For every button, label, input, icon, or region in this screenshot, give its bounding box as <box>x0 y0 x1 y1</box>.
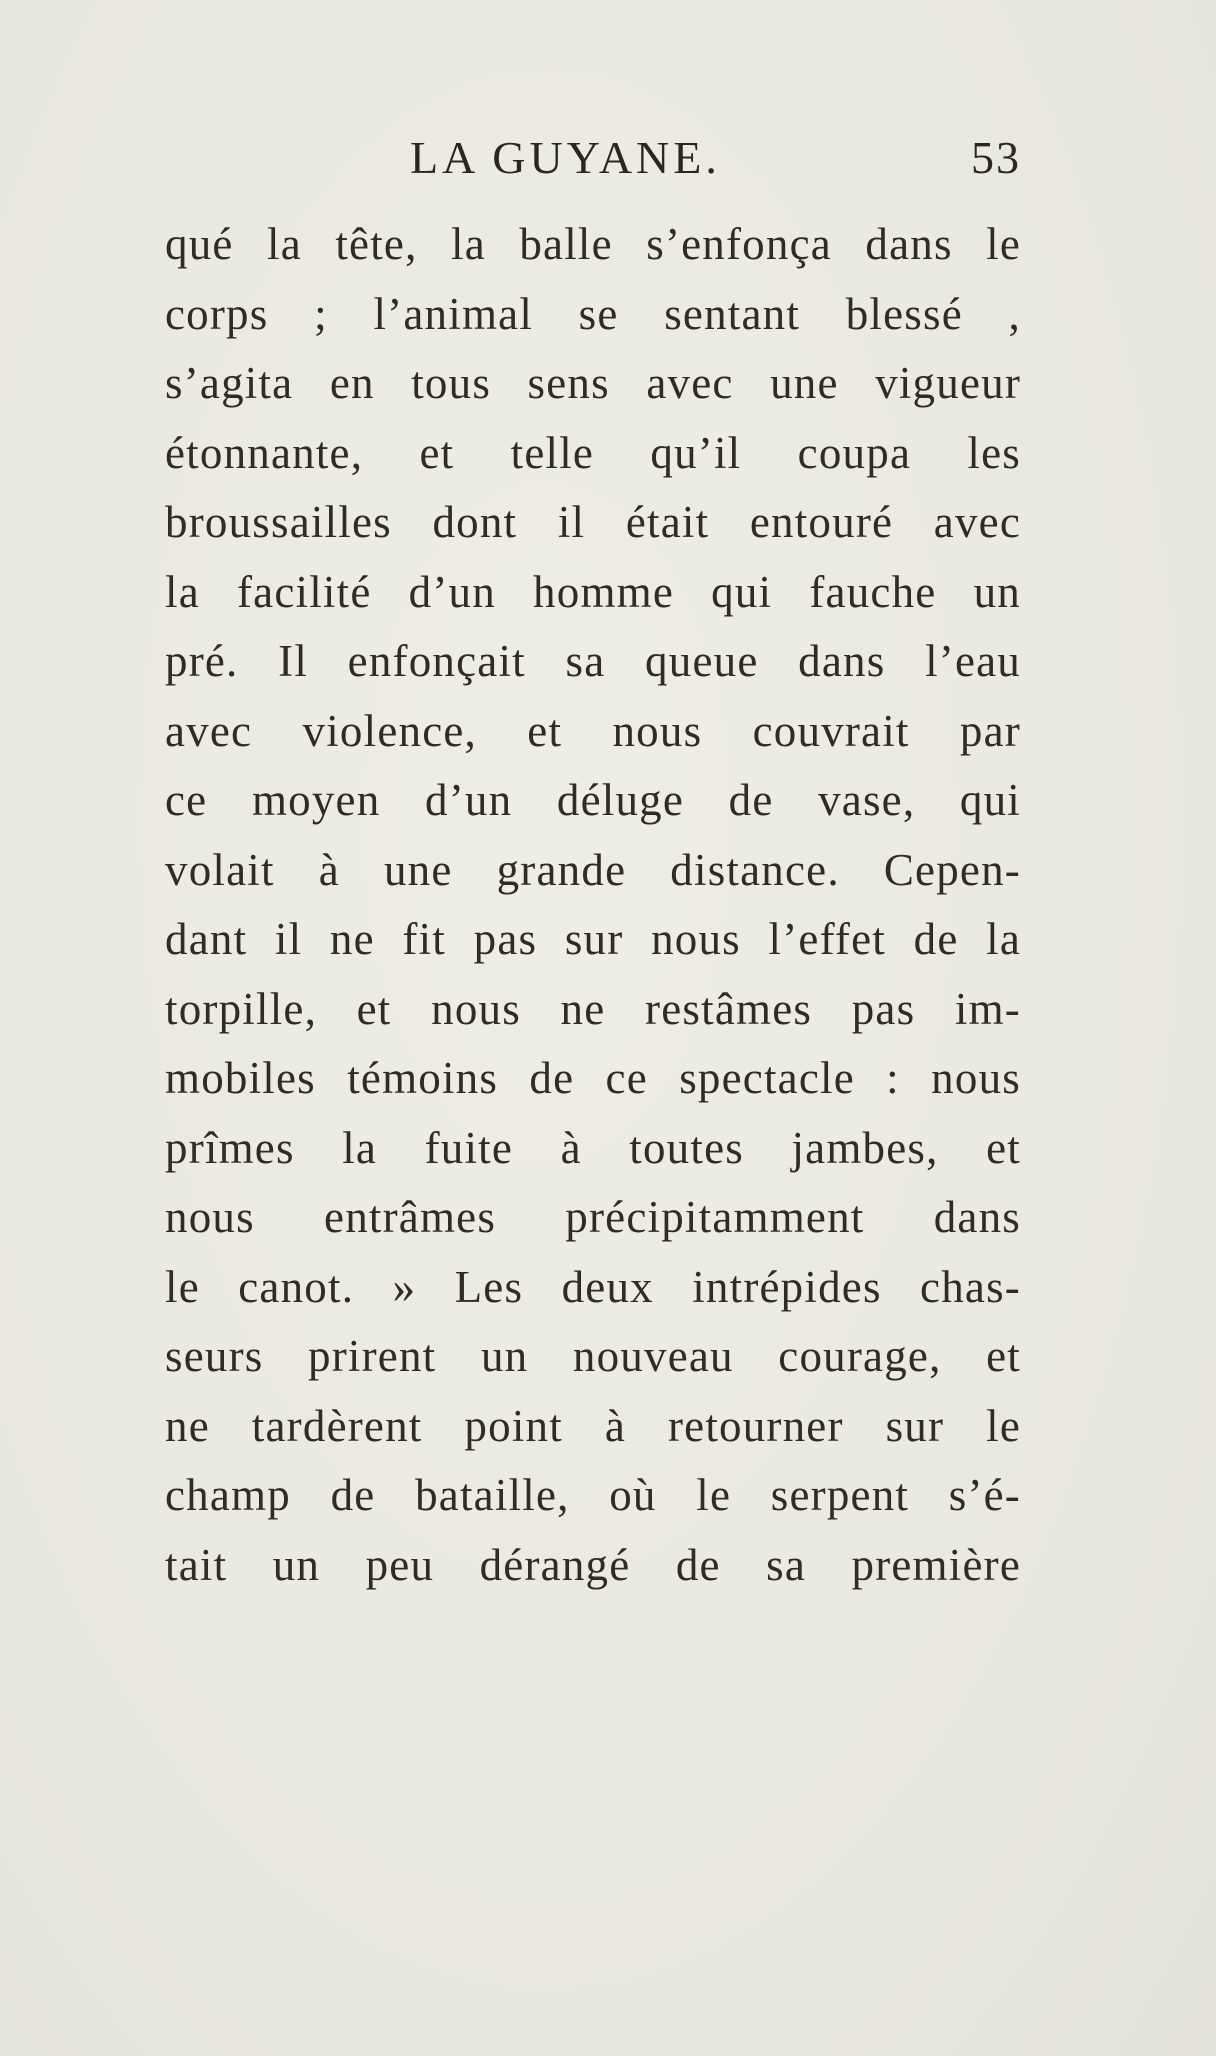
text-line: pré. Il enfonçait sa queue dans l’eau <box>165 636 1021 686</box>
text-line: ce moyen d’un déluge de vase, qui <box>165 775 1021 825</box>
text-line: le canot. » Les deux intrépides chas- <box>165 1261 1021 1312</box>
text-line: champ de bataille, où le serpent s’é- <box>165 1470 1021 1520</box>
page-header <box>165 128 1027 188</box>
text-line: volait à une grande distance. Cepen- <box>165 844 1021 895</box>
text-line: mobiles témoins de ce spectacle : nous <box>165 1053 1021 1103</box>
text-line: qué la tête, la balle s’enfonça dans le <box>165 219 1021 269</box>
text-line: la facilité d’un homme qui fauche un <box>165 566 1021 617</box>
text-line: étonnante, et telle qu’il coupa les <box>165 427 1021 478</box>
text-line: torpille, et nous ne restâmes pas im- <box>165 983 1021 1034</box>
text-line: dant il ne fit pas sur nous l’effet de la <box>165 914 1021 964</box>
text-line: broussailles dont il était entouré avec <box>165 497 1021 547</box>
text-line: tait un peu dérangé de sa première <box>165 1539 1021 1590</box>
body-text <box>165 210 1021 1600</box>
text-line: nous entrâmes précipitamment dans <box>165 1192 1021 1242</box>
text-line: s’agita en tous sens avec une vigueur <box>165 358 1021 408</box>
text-line: ne tardèrent point à retourner sur le <box>165 1400 1021 1451</box>
text-line: prîmes la fuite à toutes jambes, et <box>165 1122 1021 1173</box>
text-line: avec violence, et nous couvrait par <box>165 705 1021 756</box>
running-head: LA GUYANE. <box>410 132 721 183</box>
page-number: 53 <box>971 132 1021 183</box>
text-line: seurs prirent un nouveau courage, et <box>165 1331 1021 1381</box>
text-line: corps ; l’animal se sentant blessé , <box>165 288 1021 339</box>
